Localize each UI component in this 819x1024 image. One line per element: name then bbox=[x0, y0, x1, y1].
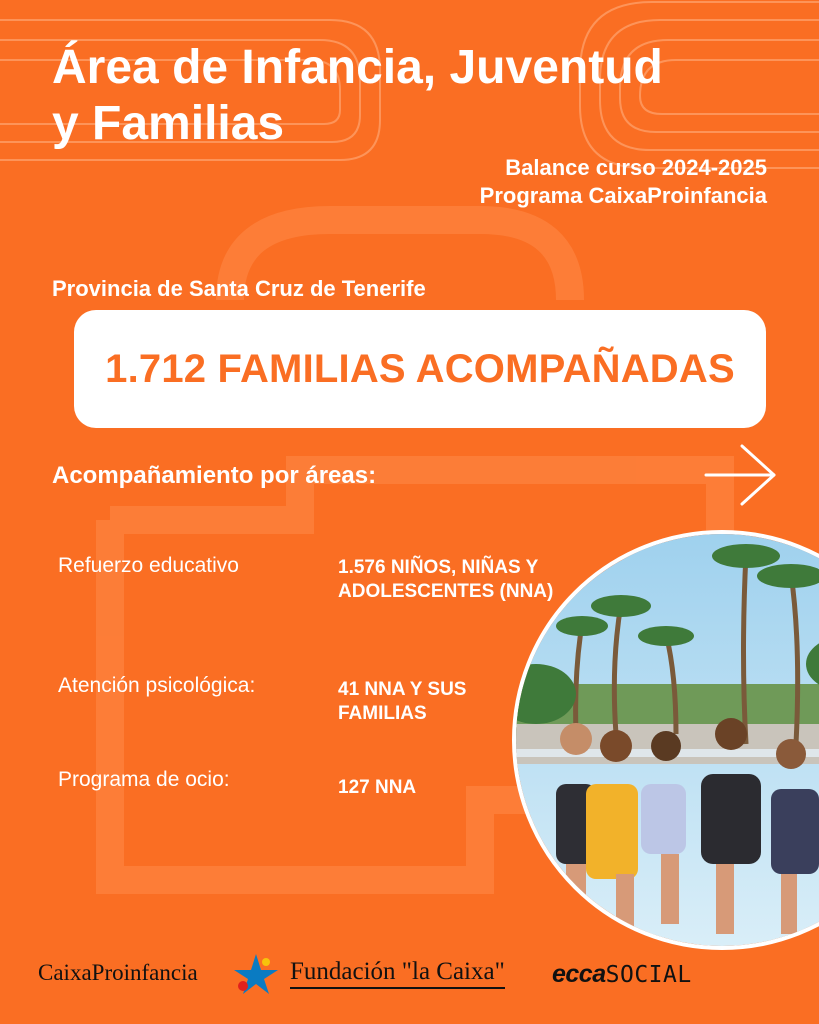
ecca-social-text: SOCIAL bbox=[605, 962, 692, 988]
province-label: Provincia de Santa Cruz de Tenerife bbox=[52, 276, 426, 301]
areas-heading: Acompañamiento por áreas: bbox=[52, 462, 377, 489]
page-title bbox=[52, 40, 792, 152]
subtitle-line-1: Balance curso 2024-2025 bbox=[505, 155, 767, 180]
title-line-1: Área de Infancia, Juventud bbox=[52, 41, 663, 94]
area-value-refuerzo: 1.576 NIÑOS, NIÑAS Y ADOLESCENTES (NNA) bbox=[338, 557, 554, 602]
logos-footer bbox=[0, 948, 819, 1008]
title-line-2: y Familias bbox=[52, 97, 285, 150]
area-value-psicologica: 41 NNA Y SUS FAMILIAS bbox=[338, 679, 467, 724]
area-value-ocio: 127 NNA bbox=[338, 777, 417, 798]
ecca-text: ecca bbox=[552, 960, 606, 988]
fundacion-la-caixa-logo bbox=[230, 950, 530, 998]
area-label-refuerzo: Refuerzo educativo bbox=[58, 554, 239, 577]
fundacion-text: Fundación "la Caixa" bbox=[290, 958, 505, 989]
subtitle bbox=[480, 154, 767, 210]
ecca-social-logo bbox=[552, 960, 692, 989]
arrow-right-icon[interactable] bbox=[702, 442, 780, 508]
families-banner bbox=[74, 310, 766, 428]
subtitle-line-2: Programa CaixaProinfancia bbox=[479, 183, 767, 208]
area-label-psicologica: Atención psicológica: bbox=[58, 674, 256, 697]
families-count: 1.712 FAMILIAS ACOMPAÑADAS bbox=[105, 346, 735, 391]
area-label-ocio: Programa de ocio: bbox=[58, 768, 230, 791]
caixaproinfancia-logo: CaixaProinfancia bbox=[38, 960, 198, 985]
la-caixa-star-icon bbox=[230, 952, 282, 996]
